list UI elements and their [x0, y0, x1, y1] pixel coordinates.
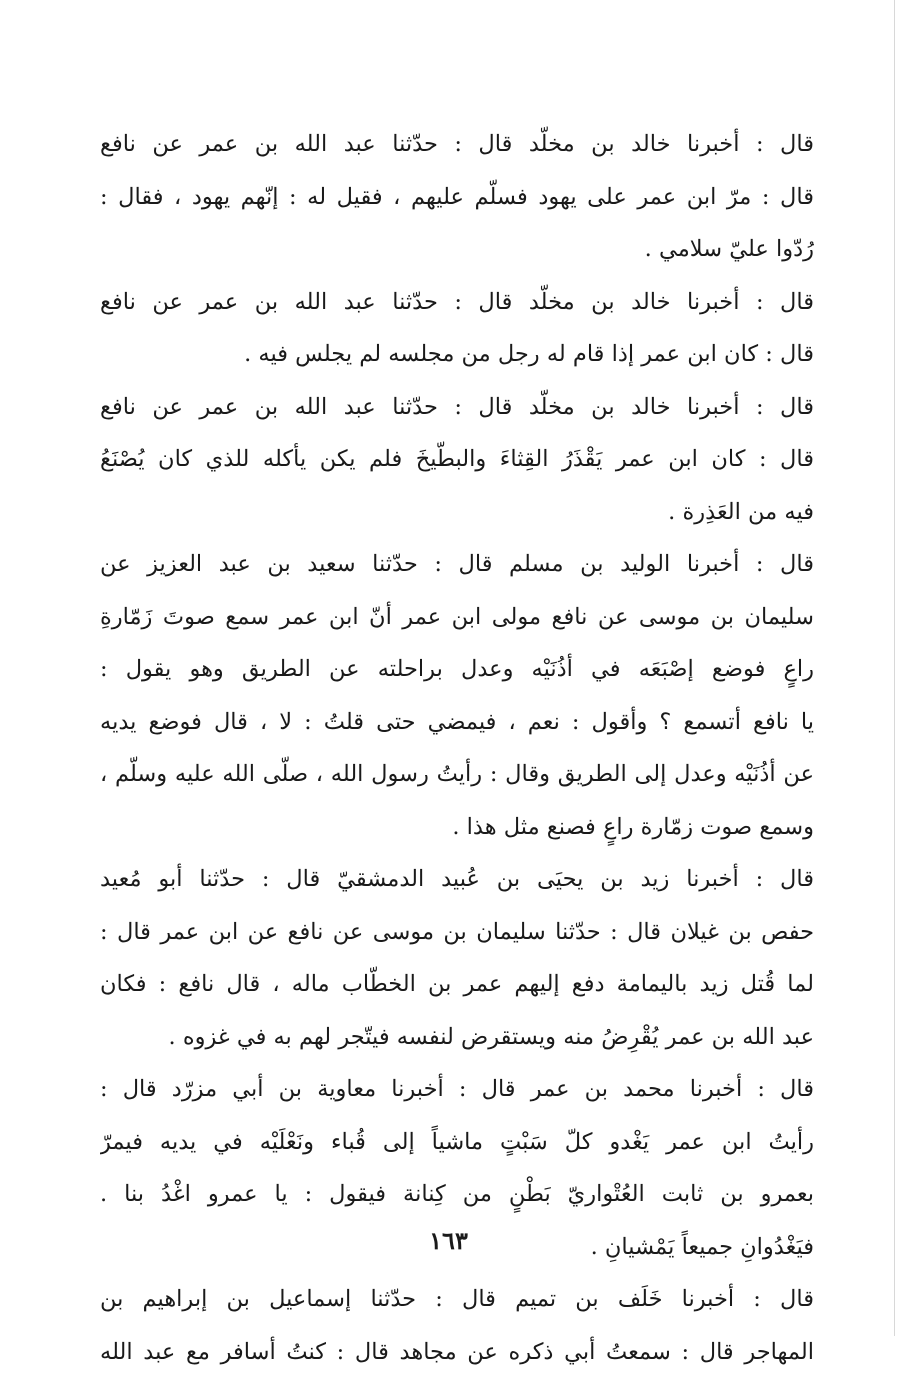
text-line: قال : أخبرنا خالد بن مخلّد قال : حدّثنا عبد الله بن عمر عن نافع — [100, 276, 814, 329]
text-line: فيَغْدُوانِ جميعاً يَمْشيانِ . — [100, 1221, 814, 1274]
text-line: لما قُتل زيد باليمامة دفع إليهم عمر بن الخطّاب ماله ، قال نافع : فكان — [100, 958, 814, 1011]
text-line: رأيتُ ابن عمر يَغْدو كلّ سَبْتٍ ماشياً إلى قُباء ونَعْلَيْه في يديه فيمرّ — [100, 1116, 814, 1169]
text-line: قال : كان ابن عمر إذا قام له رجل من مجلسه لم يجلس فيه . — [100, 328, 814, 381]
text-line: يا نافع أتسمع ؟ وأقول : نعم ، فيمضي حتى قلتُ : لا ، قال فوضع يديه — [100, 696, 814, 749]
text-line: وسمع صوت زمّارة راعٍ فصنع مثل هذا . — [100, 801, 814, 854]
text-line: المهاجر قال : سمعتُ أبي ذكره عن مجاهد قال : كنتُ أسافر مع عبد الله — [100, 1326, 814, 1378]
text-line: قال : كان ابن عمر يَقْذَرُ القِثاءَ والبطّيخَ فلم يكن يأكله للذي كان يُصْنَعُ — [100, 433, 814, 486]
text-line: قال : أخبرنا الوليد بن مسلم قال : حدّثنا سعيد بن عبد العزيز عن — [100, 538, 814, 591]
text-line: رُدّوا عليّ سلامي . — [100, 223, 814, 276]
text-line: عبد الله بن عمر يُقْرِضُ منه ويستقرض لنفسه فيتّجر لهم به في غزوه . — [100, 1011, 814, 1064]
text-line: بعمرو بن ثابت العُتْواريّ بَطْنٍ من كِنانة فيقول : يا عمرو اغْدُ بنا . — [100, 1168, 814, 1221]
text-line: قال : مرّ ابن عمر على يهود فسلّم عليهم ، فقيل له : إنّهم يهود ، فقال : — [100, 171, 814, 224]
text-line: سليمان بن موسى عن نافع مولى ابن عمر أنّ ابن عمر سمع صوتَ زَمّارةِ — [100, 591, 814, 644]
body-text — [100, 118, 814, 1378]
text-line: قال : أخبرنا زيد بن يحيَى بن عُبيد الدمشقيّ قال : حدّثنا أبو مُعيد — [100, 853, 814, 906]
text-line: حفص بن غيلان قال : حدّثنا سليمان بن موسى عن نافع عن ابن عمر قال : — [100, 906, 814, 959]
text-line: قال : أخبرنا خَلَف بن تميم قال : حدّثنا إسماعيل بن إبراهيم بن — [100, 1273, 814, 1326]
text-line: فيه من العَذِرة . — [100, 486, 814, 539]
text-line: راعٍ فوضع إصْبَعَه في أذُنَيْه وعدل براحلته عن الطريق وهو يقول : — [100, 643, 814, 696]
page-number: ١٦٣ — [0, 1226, 897, 1255]
page-edge-divider — [894, 0, 895, 1336]
text-line: قال : أخبرنا خالد بن مخلّد قال : حدّثنا عبد الله بن عمر عن نافع — [100, 381, 814, 434]
text-line: قال : أخبرنا محمد بن عمر قال : أخبرنا معاوية بن أبي مزرّد قال : — [100, 1063, 814, 1116]
text-line: عن أذُنَيْه وعدل إلى الطريق وقال : رأيتُ رسول الله ، صلّى الله عليه وسلّم ، — [100, 748, 814, 801]
text-line: قال : أخبرنا خالد بن مخلّد قال : حدّثنا عبد الله بن عمر عن نافع — [100, 118, 814, 171]
